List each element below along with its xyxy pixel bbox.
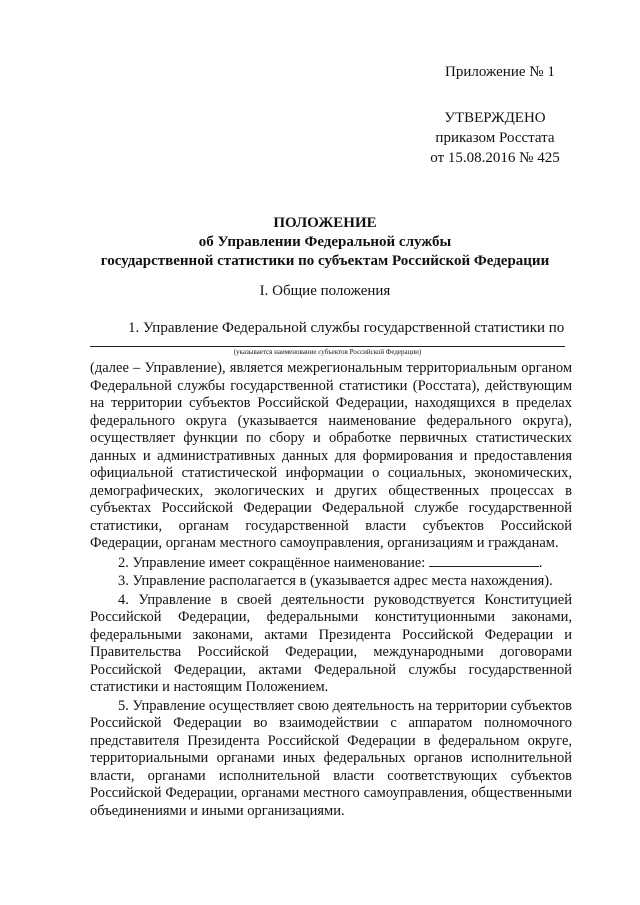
order-reference: приказом Росстата	[435, 130, 555, 146]
document-body	[90, 360, 572, 821]
paragraph-2-text: 2. Управление имеет сокращённое наименование:	[118, 554, 426, 571]
paragraph-2	[90, 554, 572, 573]
short-name-blank	[429, 554, 539, 567]
title-line-3: государственной статистики по субъектам Российской Федерации	[100, 253, 550, 269]
section-heading: I. Общие положения	[259, 283, 391, 299]
title-line-1: ПОЛОЖЕНИЕ	[273, 215, 377, 231]
approval-block	[425, 108, 565, 168]
fill-in-line	[90, 346, 565, 347]
paragraph-1-continuation: (далее – Управление), является межрегиональным территориальным органом Федеральной службы государственной статистики (Росстата), действующим на территории субъектов Российской Федерации, находящихся в пределах федерального округа (указывается наименование федерального округа), осуществляет функции по сбору и обработке первичных статистических данных и административных данных для формирования и предоставления официальной статистической информации о социальных, экономических, демографических, экологических и других общественных процессах в субъектах Российской Федерации Федеральной службе государственной статистики, органам государственной власти субъектов Российской Федерации, органам местного самоуправления, организациям и гражданам.	[90, 360, 572, 551]
title-line-2: об Управлении Федеральной службы	[198, 234, 452, 250]
paragraph-5: 5. Управление осуществляет свою деятельность на территории субъектов Российской Федерации во взаимодействии с аппаратом полномочного представителя Президента Российской Федерации в федеральном округе, территориальными органами иных федеральных органов исполнительной власти, органами исполнительной власти соответствующих субъектов Российской Федерации, органами местного самоуправления, общественными объединениями и иными организациями.	[90, 697, 573, 819]
order-date: от 15.08.2016 № 425	[430, 150, 560, 166]
paragraph-4: 4. Управление в своей деятельности руководствуется Конституцией Российской Федерации, федеральными конституционными законами, федеральными законами, актами Президента Российской Федерации и Правительства Российской Федерации, международными договорами Российской Федерации, актами Федеральной службы государственной статистики и настоящим Положением.	[90, 591, 572, 695]
paragraph-1-first-line: 1. Управление Федеральной службы государственной статистики по	[128, 320, 565, 336]
approved-stamp: УТВЕРЖДЕНО	[444, 110, 546, 126]
appendix-label: Приложение № 1	[445, 64, 555, 80]
document-title	[90, 214, 560, 271]
paragraph-2-end: .	[538, 554, 543, 571]
paragraph-3: 3. Управление располагается в (указывается адрес места нахождения).	[118, 573, 553, 589]
fill-in-caption: (указывается наименование субъектов Российской Федерации)	[233, 348, 422, 356]
